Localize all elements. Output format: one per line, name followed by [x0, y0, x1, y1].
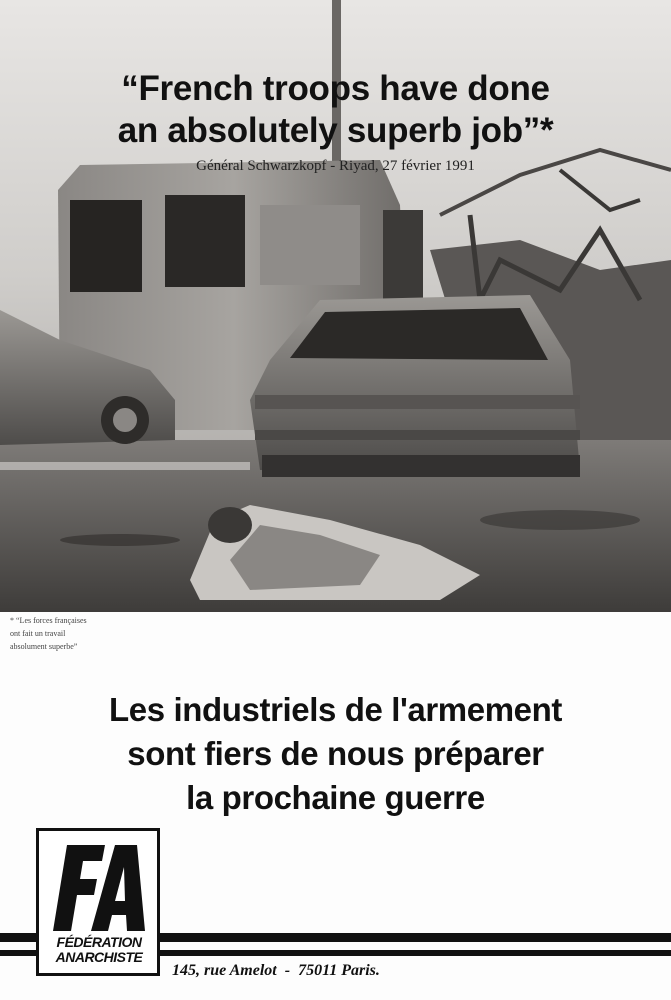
headline-line-1: Les industriels de l'armement: [109, 691, 562, 728]
fa-letters-icon: [45, 837, 149, 935]
footnote-line-1: * “Les forces françaises: [10, 616, 87, 625]
quote-attribution: Général Schwarzkopf - Riyad, 27 février 1991: [196, 158, 475, 174]
footnote-line-2: ont fait un travail: [10, 629, 66, 638]
quote-line-1: “French troops have done: [121, 69, 550, 108]
logo-line-1: FÉDÉRATION: [56, 934, 142, 950]
address-text: 145, rue Amelot - 75011 Paris.: [172, 962, 380, 979]
quote-line-2: an absolutely superb job”*: [117, 111, 554, 150]
translation-footnote: [10, 614, 140, 653]
footnote-line-3: absolument superbe”: [10, 642, 78, 651]
logo-wordmark: [47, 935, 151, 965]
federation-anarchiste-logo: [36, 828, 160, 976]
headline-line-3: la prochaine guerre: [186, 779, 485, 816]
headline-line-2: sont fiers de nous préparer: [127, 735, 544, 772]
main-headline: [0, 688, 671, 820]
logo-line-2: ANARCHISTE: [55, 949, 143, 965]
quote-headline: [0, 68, 671, 152]
